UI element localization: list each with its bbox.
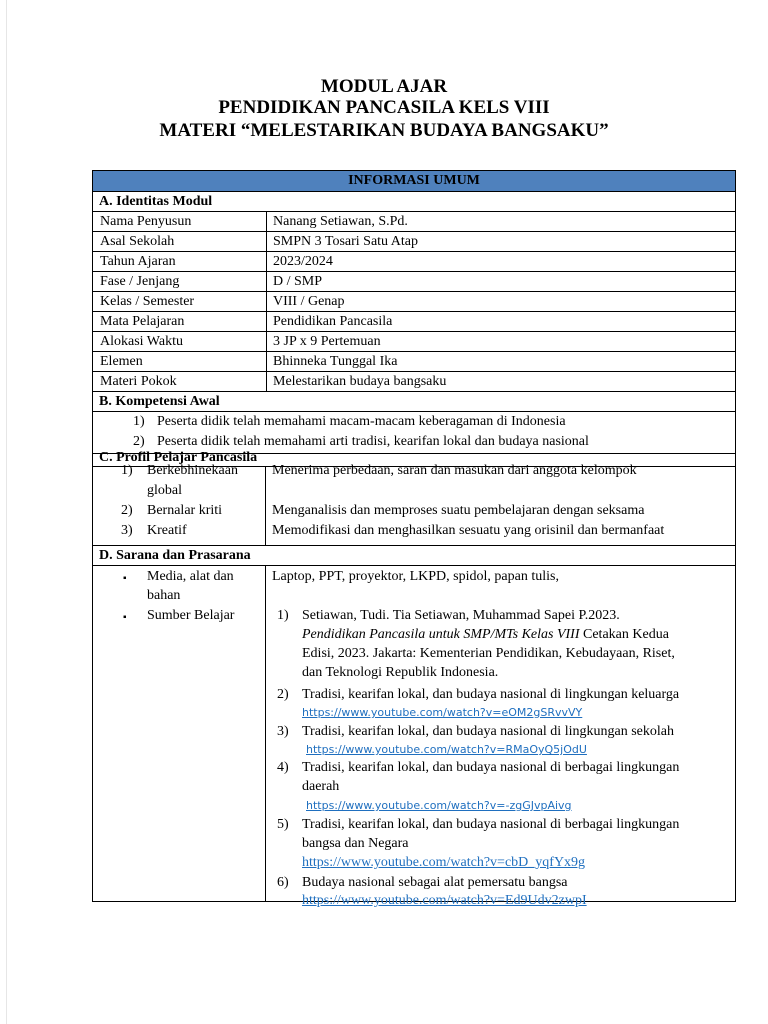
section-b-heading: B. Kompetensi Awal — [93, 392, 735, 412]
table-row — [93, 312, 735, 332]
source-text — [302, 625, 669, 645]
module-title: MODUL AJAR — [320, 76, 448, 97]
row-value: Nanang Setiawan, S.Pd. — [273, 214, 408, 229]
material-title: MATERI “MELESTARIKAN BUDAYA BANGSAKU” — [159, 120, 609, 141]
source-book-title: Pendidikan Pancasila untuk SMP/MTs Kelas VIII — [302, 627, 580, 642]
row-key: Nama Penyusun — [93, 212, 267, 231]
youtube-link[interactable]: https://www.youtube.com/watch?v=eOM2gSRvvVY — [302, 706, 583, 719]
row-key: Asal Sekolah — [93, 232, 267, 251]
list-text: Peserta didik telah memahami arti tradisi, kearifan lokal dan budaya nasional — [157, 433, 589, 449]
row-key: Materi Pokok — [93, 372, 267, 391]
row-key: Mata Pelajaran — [93, 312, 267, 331]
row-key: Alokasi Waktu — [93, 332, 267, 351]
bullet-icon: ▪ — [123, 573, 127, 584]
facilities-values — [266, 566, 735, 908]
list-number: 2) — [133, 433, 145, 449]
bullet-icon: ▪ — [123, 612, 127, 623]
youtube-link[interactable]: https://www.youtube.com/watch?v=cbD_yqfYx9g — [302, 855, 586, 870]
section-d-heading: D. Sarana dan Prasarana — [93, 546, 735, 566]
source-label: Sumber Belajar — [147, 608, 235, 623]
subject-title: PENDIDIKAN PANCASILA KELS VIII — [218, 97, 550, 118]
facilities-rows — [93, 566, 735, 908]
youtube-link[interactable]: https://www.youtube.com/watch?v=Ed9Udv2zwpI — [302, 893, 587, 908]
list-number: 5) — [277, 817, 289, 832]
table-row — [93, 252, 735, 272]
table-row — [93, 352, 735, 372]
table-header: INFORMASI UMUM — [93, 171, 735, 192]
list-item — [93, 412, 735, 432]
source-text: Tradisi, kearifan lokal, dan budaya nasional di lingkungan keluarga — [302, 687, 680, 702]
table-row — [93, 232, 735, 252]
profile-desc: Menerima perbedaan, saran dan masukan dari anggota kelompok — [272, 463, 637, 478]
table-row — [93, 292, 735, 312]
source-text: Setiawan, Tudi. Tia Setiawan, Muhammad Sapei P.2023. — [302, 608, 620, 623]
profile-label-cont: global — [147, 483, 182, 498]
list-text: Peserta didik telah memahami macam-macam keberagaman di Indonesia — [157, 414, 566, 429]
list-number: 2) — [121, 503, 133, 518]
row-key: Elemen — [93, 352, 267, 371]
list-number: 1) — [277, 608, 289, 623]
media-value: Laptop, PPT, proyektor, LKPD, spidol, papan tulis, — [272, 569, 559, 584]
media-label: Media, alat dan — [147, 569, 234, 584]
youtube-link[interactable]: https://www.youtube.com/watch?v=-zgGJvpAivg — [306, 799, 572, 812]
profile-label: Bernalar kriti — [147, 503, 223, 518]
row-value: VIII / Genap — [273, 294, 345, 309]
profile-desc: Memodifikasi dan menghasilkan sesuatu yang orisinil dan bermanfaat — [272, 523, 665, 538]
source-text: bangsa dan Negara — [302, 836, 409, 851]
profile-desc: Menganalisis dan memproses suatu pembelajaran dengan seksama — [272, 503, 645, 518]
general-info-table — [92, 170, 736, 908]
list-number: 1) — [133, 414, 145, 429]
source-text: dan Teknologi Republik Indonesia. — [302, 665, 499, 680]
profile-label: Berkebhinekaan — [147, 463, 238, 478]
list-number: 3) — [277, 724, 289, 739]
row-value: 3 JP x 9 Pertemuan — [273, 334, 381, 349]
source-text: Tradisi, kearifan lokal, dan budaya nasional di berbagai lingkungan — [302, 817, 680, 832]
row-key: Kelas / Semester — [93, 292, 267, 311]
facilities-labels — [93, 566, 266, 901]
page-edge — [6, 0, 7, 1024]
table-row — [93, 272, 735, 292]
profile-rows — [93, 463, 735, 546]
row-value: SMPN 3 Tosari Satu Atap — [273, 234, 418, 249]
profile-descriptions — [266, 463, 735, 545]
row-value: D / SMP — [273, 274, 323, 289]
table-row — [93, 372, 735, 392]
list-number: 2) — [277, 687, 289, 702]
list-number: 1) — [121, 463, 133, 478]
media-label-cont: bahan — [147, 588, 181, 603]
profile-labels — [93, 463, 266, 545]
section-a-heading: A. Identitas Modul — [93, 192, 735, 212]
row-value: 2023/2024 — [273, 254, 333, 269]
list-number: 3) — [121, 523, 133, 538]
row-key: Fase / Jenjang — [93, 272, 267, 291]
profile-label: Kreatif — [147, 523, 187, 538]
row-value: Bhinneka Tunggal Ika — [273, 354, 398, 369]
youtube-link[interactable]: https://www.youtube.com/watch?v=RMaOyQ5jOdU — [306, 743, 587, 756]
row-value: Melestarikan budaya bangsaku — [273, 374, 447, 389]
source-text: Tradisi, kearifan lokal, dan budaya nasional di lingkungan sekolah — [302, 724, 674, 739]
list-number: 4) — [277, 760, 289, 775]
table-row — [93, 332, 735, 352]
table-row — [93, 212, 735, 232]
source-text: Edisi, 2023. Jakarta: Kementerian Pendidikan, Kebudayaan, Riset, — [302, 646, 675, 661]
source-text: Tradisi, kearifan lokal, dan budaya nasional di berbagai lingkungan — [302, 760, 680, 775]
row-key: Tahun Ajaran — [93, 252, 267, 271]
list-number: 6) — [277, 875, 289, 890]
section-c-heading: C. Profil Pelajar Pancasila — [99, 450, 258, 465]
source-text-rest: Cetakan Kedua — [579, 627, 669, 642]
source-text: daerah — [302, 779, 340, 794]
source-text: Budaya nasional sebagai alat pemersatu bangsa — [302, 875, 568, 890]
row-value: Pendidikan Pancasila — [273, 314, 393, 329]
